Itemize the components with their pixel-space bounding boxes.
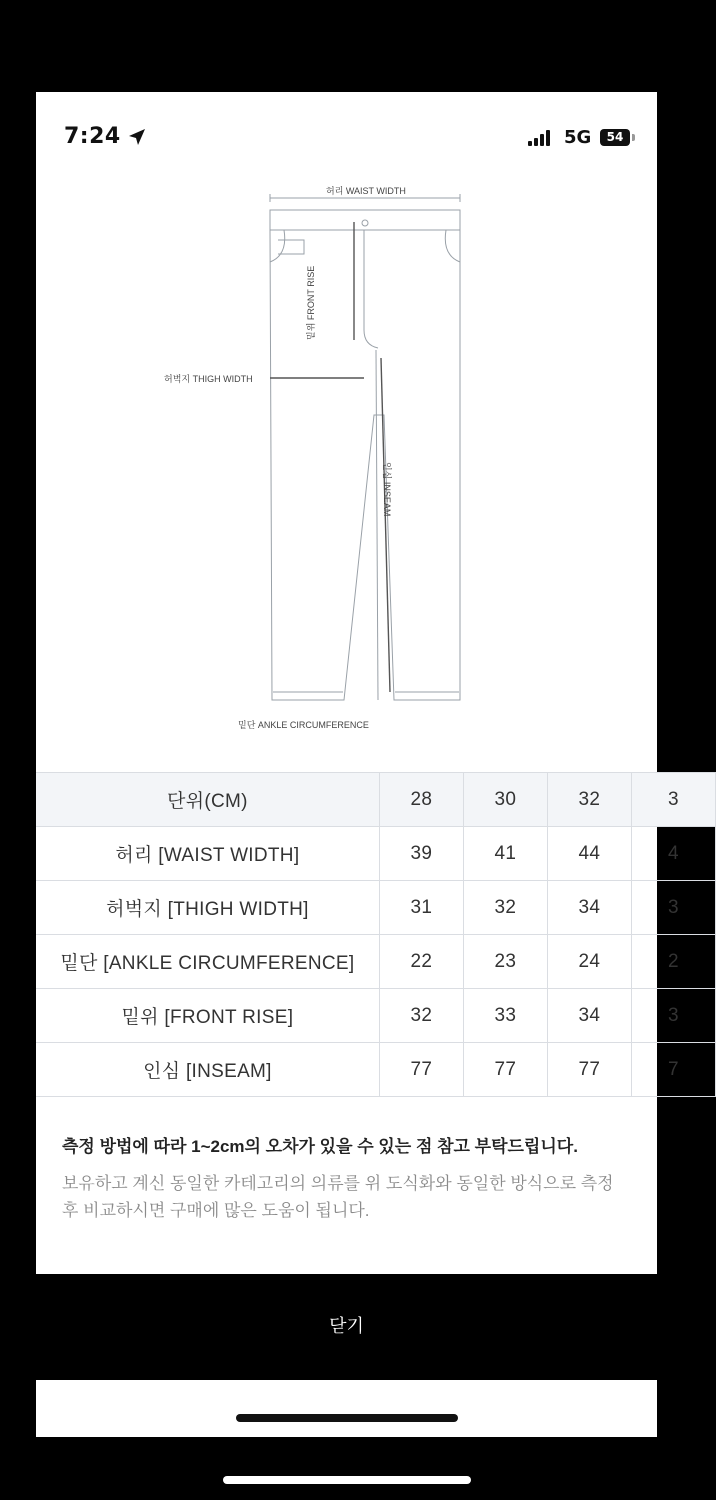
table-cell: 22 xyxy=(379,935,463,989)
table-header-cell: 단위(CM) xyxy=(36,773,379,827)
table-cell: 7 xyxy=(631,1043,715,1097)
location-arrow-icon xyxy=(128,128,146,146)
network-type: 5G xyxy=(564,127,592,148)
pants-measurement-diagram xyxy=(156,180,516,740)
table-header-cell: 32 xyxy=(547,773,631,827)
table-row xyxy=(36,1043,716,1097)
table-cell: 77 xyxy=(547,1043,631,1097)
table-cell: 3 xyxy=(631,989,715,1043)
table-cell: 77 xyxy=(463,1043,547,1097)
home-indicator[interactable] xyxy=(223,1476,471,1484)
table-cell: 31 xyxy=(379,881,463,935)
waist-width-label: 허리 WAIST WIDTH xyxy=(326,186,406,196)
table-header-cell: 30 xyxy=(463,773,547,827)
table-cell: 32 xyxy=(463,881,547,935)
inner-home-indicator xyxy=(236,1414,458,1422)
thigh-width-label: 허벅지 THIGH WIDTH xyxy=(164,374,253,384)
battery-icon: 54 xyxy=(600,129,630,146)
table-header-cell: 28 xyxy=(379,773,463,827)
status-time: 7:24 xyxy=(64,124,121,149)
status-bar xyxy=(36,92,657,184)
ankle-circumference-label: 밑단 ANKLE CIRCUMFERENCE xyxy=(238,720,369,730)
table-cell: 34 xyxy=(547,881,631,935)
table-header-row xyxy=(36,773,716,827)
front-rise-label: 밑위 FRONT RISE xyxy=(306,265,316,340)
table-cell: 4 xyxy=(631,827,715,881)
table-cell: 32 xyxy=(379,989,463,1043)
size-guide-screen xyxy=(36,92,679,1274)
row-label: 밑단 [ANKLE CIRCUMFERENCE] xyxy=(36,935,379,989)
battery-tip xyxy=(632,134,635,141)
pants-outline-drawing xyxy=(156,180,516,740)
table-cell: 34 xyxy=(547,989,631,1043)
cellular-signal-icon xyxy=(528,130,550,146)
table-cell: 2 xyxy=(631,935,715,989)
table-row xyxy=(36,935,716,989)
row-label: 밑위 [FRONT RISE] xyxy=(36,989,379,1043)
table-cell: 39 xyxy=(379,827,463,881)
underlying-page-strip xyxy=(36,1380,657,1437)
phone-frame xyxy=(36,92,679,1437)
table-cell: 3 xyxy=(631,881,715,935)
row-label: 허벅지 [THIGH WIDTH] xyxy=(36,881,379,935)
size-table xyxy=(36,772,716,1097)
table-cell: 23 xyxy=(463,935,547,989)
table-cell: 77 xyxy=(379,1043,463,1097)
row-label: 인심 [INSEAM] xyxy=(36,1043,379,1097)
close-button[interactable]: 닫기 xyxy=(36,1274,657,1380)
table-cell: 33 xyxy=(463,989,547,1043)
table-header-cell: 3 xyxy=(631,773,715,827)
table-cell: 44 xyxy=(547,827,631,881)
measurement-tip: 보유하고 계신 동일한 카테고리의 의류를 위 도식화와 동일한 방식으로 측정 후 비교하시면 구매에 많은 도움이 됩니다. xyxy=(62,1174,614,1220)
row-label: 허리 [WAIST WIDTH] xyxy=(36,827,379,881)
table-cell: 24 xyxy=(547,935,631,989)
table-row xyxy=(36,881,716,935)
inseam-label: 인심 INSEAM xyxy=(382,462,392,517)
measurement-notice: 측정 방법에 따라 1~2cm의 오차가 있을 수 있는 점 참고 부탁드립니다. xyxy=(62,1137,578,1156)
table-row xyxy=(36,989,716,1043)
table-cell: 41 xyxy=(463,827,547,881)
table-row xyxy=(36,827,716,881)
